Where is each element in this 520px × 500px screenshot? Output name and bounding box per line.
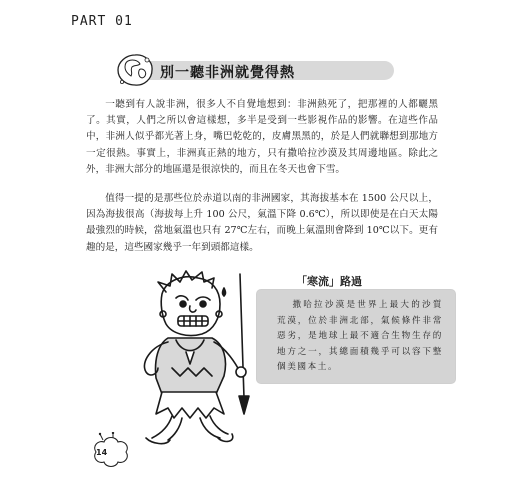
sidebar-box [256,289,456,384]
sidebar-text: 撒哈拉沙漠是世界上最大的沙質荒漠，位於非洲北部，氣候條件非常惡劣，是地球上最不適合生物生存的地方之一，其總面積幾乎可以容下整個美國本土。 [277,300,443,373]
body-paragraph-2: 值得一提的是那些位於赤道以南的非洲國家，其海拔基本在 1500 公尺以上，因為海拔很高（海拔每上升 100 公尺，氣溫下降 0.6℃），所以即使是在白天太陽最強烈的時候，當地氣溫也只有 27℃左右，而晚上氣溫則會降到 10℃以下。更有趣的是，這些國家幾乎一年到頭都這樣。 [86,193,438,253]
section-deco-icon [114,52,156,88]
page-number: 14 [96,448,108,457]
part-label: PART 01 [71,14,133,29]
section-title: 別一聽非洲就覺得熱 [160,65,295,81]
cartoon-man-with-spear-illustration [128,268,266,453]
sidebar-title: 「寒流」路過 [296,275,362,288]
page-number-cloud-icon [88,432,132,472]
body-paragraph-1: 一聽到有人說非洲，很多人不自覺地想到：非洲熱死了，把那裡的人都曬黑了。其實，人們之所以會這樣想，多半是受到一些影視作品的影響。在這些作品中，非洲人似乎都光著上身，嘴巴乾乾的，皮膚黑黑的，於是人們就聯想到那地方一定很熱。事實上，非洲真正熱的地方，只有撒哈拉沙漠及其周邊地區。除此之外，非洲大部分的地區還是很涼快的，而且在冬天也會下雪。 [86,99,438,175]
section-header [114,52,414,86]
